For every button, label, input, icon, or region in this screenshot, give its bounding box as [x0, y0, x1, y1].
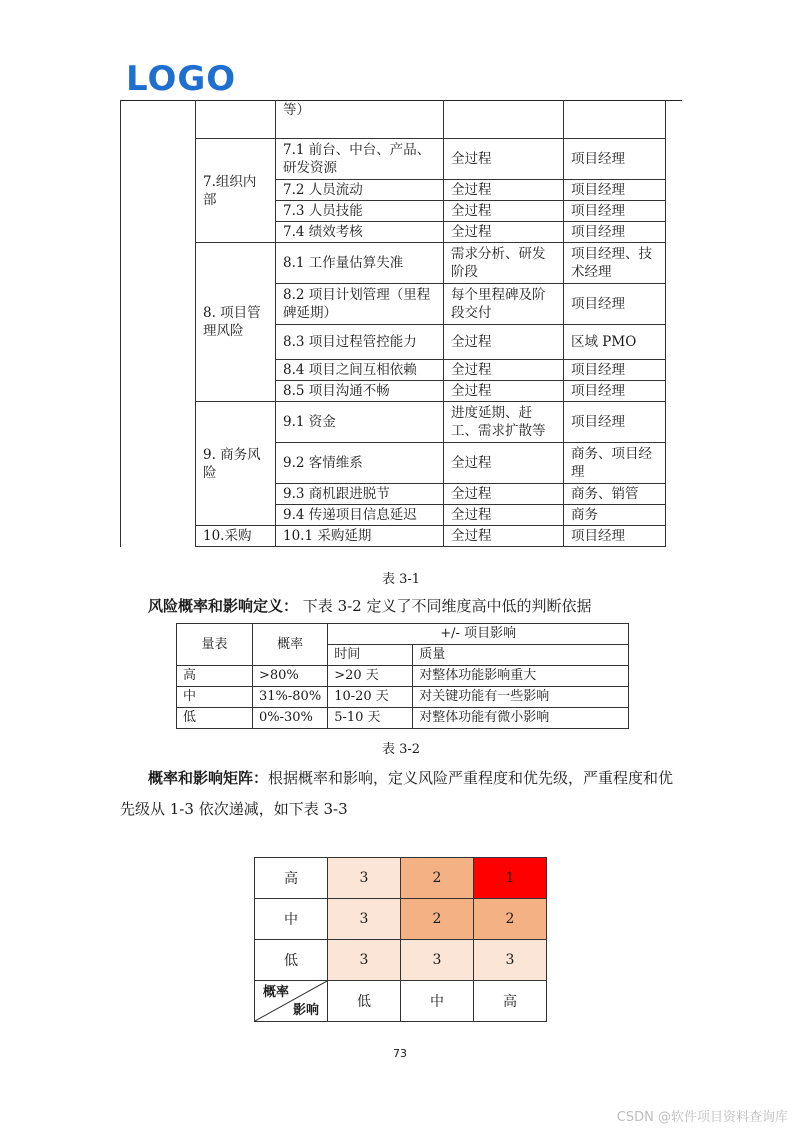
owner-cell: 项目经理 [564, 284, 666, 325]
matrix-row-low [255, 940, 547, 981]
phase-cell: 全过程 [444, 222, 564, 243]
phase-cell: 全过程 [444, 360, 564, 381]
table-row [121, 526, 666, 547]
phase-cell: 全过程 [444, 325, 564, 360]
probability-cell: 0%-30% [253, 708, 328, 729]
matrix-row-label: 高 [255, 858, 328, 899]
matrix-cell: 2 [401, 858, 474, 899]
phase-cell [444, 100, 564, 139]
matrix-paragraph [120, 763, 680, 825]
matrix-cell: 3 [401, 940, 474, 981]
probability-cell: 31%-80% [253, 687, 328, 708]
empty-category-column [121, 100, 196, 547]
matrix-cell: 1 [474, 858, 547, 899]
matrix-column-label: 低 [328, 981, 401, 1022]
phase-cell: 全过程 [444, 201, 564, 222]
table-row [177, 687, 629, 708]
risk-table-3-1 [120, 100, 666, 547]
owner-cell: 商务、销管 [564, 484, 666, 505]
phase-cell: 每个里程碑及阶段交付 [444, 284, 564, 325]
table-caption-3-2: 表 3-2 [382, 742, 421, 757]
matrix-text: 根据概率和影响，定义风险严重程度和优先级，严重程度和优先级从 1-3 依次递减，如下表 3-3 [120, 769, 674, 818]
table-row [177, 708, 629, 729]
matrix-row-medium [255, 899, 547, 940]
category-cell: 9. 商务风险 [196, 402, 276, 526]
level-cell: 中 [177, 687, 253, 708]
table-row [121, 139, 666, 180]
owner-cell: 项目经理 [564, 402, 666, 443]
table-row [121, 402, 666, 443]
logo: LOGO [126, 59, 237, 99]
phase-cell: 进度延期、赶工、需求扩散等 [444, 402, 564, 443]
header-time: 时间 [328, 645, 413, 666]
matrix-column-label: 中 [401, 981, 474, 1022]
risk-item-cell: 7.3 人员技能 [276, 201, 444, 222]
corner-label-probability: 概率 [263, 985, 290, 1000]
matrix-row-high [255, 858, 547, 899]
time-cell: 5-10 天 [328, 708, 413, 729]
phase-cell: 需求分析、研发阶段 [444, 243, 564, 284]
category-cell: 7.组织内部 [196, 139, 276, 243]
owner-cell: 项目经理 [564, 222, 666, 243]
owner-cell: 项目经理 [564, 139, 666, 180]
quality-cell: 对整体功能影响重大 [413, 666, 629, 687]
risk-item-cell: 7.4 绩效考核 [276, 222, 444, 243]
risk-item-cell: 8.1 工作量估算失准 [276, 243, 444, 284]
risk-item-cell: 等） [276, 100, 444, 139]
quality-cell: 对整体功能有微小影响 [413, 708, 629, 729]
risk-item-cell: 8.5 项目沟通不畅 [276, 381, 444, 402]
time-cell: >20 天 [328, 666, 413, 687]
risk-item-cell: 9.1 资金 [276, 402, 444, 443]
category-cell: 8. 项目管理风险 [196, 243, 276, 402]
prob-definition-paragraph [120, 591, 680, 622]
table-row [121, 243, 666, 284]
table-row [177, 666, 629, 687]
owner-cell: 商务 [564, 505, 666, 526]
matrix-row-label: 低 [255, 940, 328, 981]
matrix-row-label: 中 [255, 899, 328, 940]
risk-item-cell: 8.3 项目过程管控能力 [276, 325, 444, 360]
table-header-row [177, 624, 629, 645]
risk-matrix-table-3-3 [254, 857, 547, 1022]
quality-cell: 对关键功能有一些影响 [413, 687, 629, 708]
level-cell: 低 [177, 708, 253, 729]
risk-definition-table-3-2 [176, 623, 629, 729]
phase-cell: 全过程 [444, 381, 564, 402]
level-cell: 高 [177, 666, 253, 687]
prob-definition-heading: 风险概率和影响定义： [148, 597, 299, 615]
matrix-cell: 2 [401, 899, 474, 940]
matrix-cell: 3 [328, 940, 401, 981]
risk-item-cell: 8.2 项目计划管理（里程碑延期） [276, 284, 444, 325]
matrix-cell: 3 [474, 940, 547, 981]
matrix-corner-cell [255, 981, 328, 1022]
phase-cell: 全过程 [444, 505, 564, 526]
owner-cell: 项目经理 [564, 526, 666, 547]
owner-cell: 项目经理 [564, 180, 666, 201]
matrix-cell: 3 [328, 858, 401, 899]
phase-cell: 全过程 [444, 139, 564, 180]
owner-cell: 商务、项目经理 [564, 443, 666, 484]
time-cell: 10-20 天 [328, 687, 413, 708]
owner-cell: 项目经理、技术经理 [564, 243, 666, 284]
header-scale: 量表 [177, 624, 253, 666]
owner-cell: 项目经理 [564, 381, 666, 402]
header-impact: +/- 项目影响 [328, 624, 629, 645]
header-quality: 质量 [413, 645, 629, 666]
matrix-heading: 概率和影响矩阵： [148, 769, 269, 787]
risk-item-cell: 7.2 人员流动 [276, 180, 444, 201]
risk-item-cell: 9.2 客情维系 [276, 443, 444, 484]
phase-cell: 全过程 [444, 180, 564, 201]
matrix-footer-row [255, 981, 547, 1022]
owner-cell: 项目经理 [564, 360, 666, 381]
page-number: 73 [393, 1047, 407, 1060]
category-cell [196, 100, 276, 139]
header-probability: 概率 [253, 624, 328, 666]
matrix-cell: 2 [474, 899, 547, 940]
watermark: CSDN @软件项目资料查询库 [616, 1110, 788, 1125]
risk-item-cell: 10.1 采购延期 [276, 526, 444, 547]
risk-item-cell: 7.1 前台、中台、产品、研发资源 [276, 139, 444, 180]
table-caption-3-1: 表 3-1 [382, 572, 421, 587]
matrix-cell: 3 [328, 899, 401, 940]
risk-item-cell: 9.4 传递项目信息延迟 [276, 505, 444, 526]
phase-cell: 全过程 [444, 484, 564, 505]
owner-cell: 区域 PMO [564, 325, 666, 360]
risk-item-cell: 9.3 商机跟进脱节 [276, 484, 444, 505]
probability-cell: >80% [253, 666, 328, 687]
risk-item-cell: 8.4 项目之间互相依赖 [276, 360, 444, 381]
prob-definition-text: 下表 3-2 定义了不同维度高中低的判断依据 [302, 597, 592, 615]
matrix-column-label: 高 [474, 981, 547, 1022]
category-cell: 10.采购 [196, 526, 276, 547]
phase-cell: 全过程 [444, 526, 564, 547]
phase-cell: 全过程 [444, 443, 564, 484]
owner-cell [564, 100, 666, 139]
table-row [121, 100, 666, 139]
owner-cell: 项目经理 [564, 201, 666, 222]
corner-label-impact: 影响 [292, 1003, 319, 1018]
